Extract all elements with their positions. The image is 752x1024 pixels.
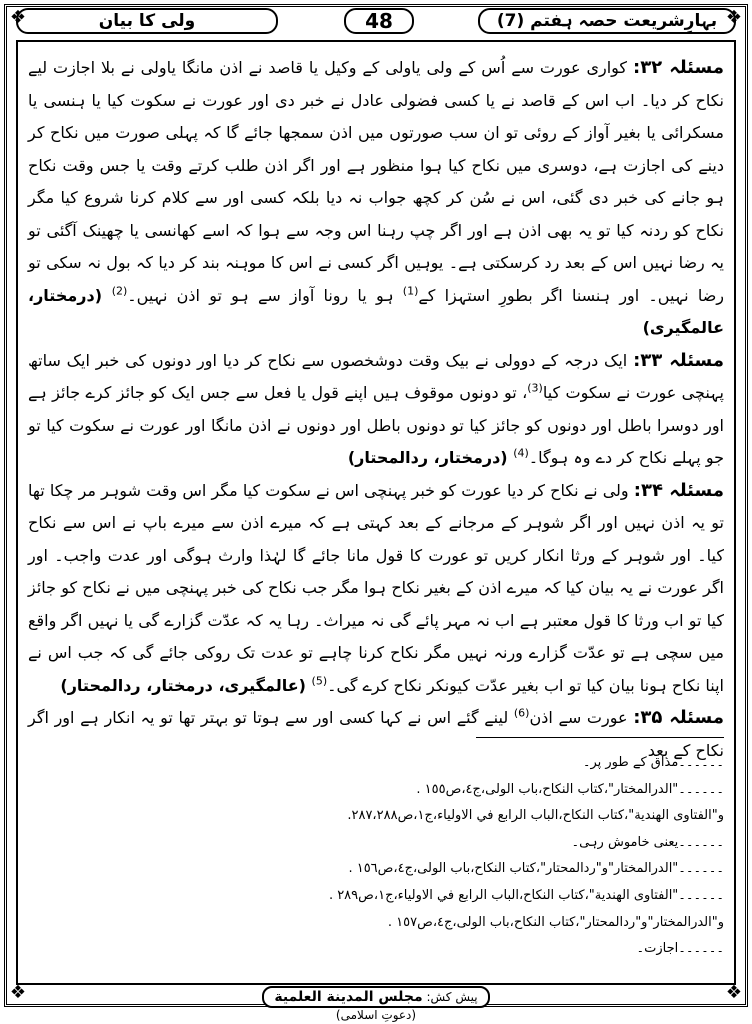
footnote-ref[interactable]: (1) [402, 284, 419, 298]
paragraph-text: ، تو دونوں موقوف ہیں اپنے قول یا فعل سے جس ایک کو جائز کرے جائز ہے اور دوسرا باطل اور دونوں کو جائز کیا تو دونوں باطل اور دونوں نے اذن مانگا اور عورت نے سکوت کیا تو جو پہلے نکاح کر دے وہ ہوگا۔ [28, 383, 724, 467]
masala-33 [28, 345, 724, 475]
footer-prefix: پیش کش: [426, 990, 478, 1004]
page-number: 48 [344, 8, 414, 34]
footnote-line: و"الفتاوی الهندية"،کتاب النکاح،الباب الرابع في الاولياء،ج١،ص٢٨٧،٢٨٨. [347, 808, 724, 824]
footnote-ref[interactable]: (2) [111, 284, 128, 298]
footnote-ref[interactable]: (3) [527, 381, 543, 395]
footnote-ref[interactable]: (6) [513, 706, 530, 720]
footnote-line: ۔۔۔۔۔۔"الدرالمختار"،کتاب النکاح،باب الولی،ج٤،ص١٥٥ . [416, 781, 724, 797]
chapter-title: ولی کا بیان [16, 8, 278, 34]
corner-ornament-icon: ❖ [9, 7, 27, 28]
footnote-line: ۔۔۔۔۔۔مذاق کے طور پر۔ [582, 755, 724, 770]
paragraph-text: ولی نے نکاح کر دیا عورت کو خبر پہنچی اس نے سکوت کیا مگر اس وقت شوہر مر چکا تھا تو یہ اذن نہیں اور اگر شوہر کے مرجانے کے بعد کہتی ہے کہ میرے اذن سے میرے باپ نے اس سے نکاح کیا۔ اور شوہر کے ورثا انکار کریں تو عورت کا قول مانا جائے گا لہٰذا وارث ہوگی اور عدت واجب۔ اور اگر عورت نے یہ بیان کیا کہ میرے اذن کے بغیر نکاح ہوا مگر جب نکاح کی خبر پہنچی میں نے نکاح کو جائز کیا تو اب ورثا کا قول معتبر ہے اب نہ مہر پائے گی نہ میراث۔ رہا یہ کہ عدّت گزارے گی یا نہیں اگر واقع میں سچی ہے تو عدّت گزارے ورنہ نہیں مگر نکاح کرنا چاہے تو عدت تک روکی جائے گی کہ جب اس نے اپنا نکاح ہونا بیان کیا تو اب بغیر عدّت کیونکر نکاح کرے گی۔ [28, 480, 724, 695]
corner-ornament-icon: ❖ [9, 982, 27, 1003]
masala-label: مسئلہ ۳۳: [633, 349, 724, 371]
footnote-ref[interactable]: (4) [513, 446, 529, 460]
masala-34 [28, 475, 724, 703]
paragraph-text: ہو یا رونا آواز سے ہو تو اذن نہیں۔ [127, 285, 403, 305]
footnote-line: و"الدرالمختار"و"ردالمحتار"،کتاب النکاح،باب الولی،ج٤،ص١٥٧ . [387, 914, 724, 930]
masala-label: مسئلہ ۳۵: [633, 707, 724, 728]
publisher-footer [262, 986, 490, 1022]
source-citation: (درمختار، عالمگیری) [28, 285, 724, 337]
corner-ornament-icon: ❖ [725, 7, 743, 28]
page-header [16, 6, 736, 36]
footer-suffix: (دعوتِ اسلامی) [335, 1008, 417, 1022]
masala-label: مسئلہ ۳۲: [632, 57, 724, 78]
main-text [28, 52, 724, 767]
footnote-ref[interactable]: (5) [311, 674, 328, 688]
masala-32 [28, 52, 724, 345]
paragraph-text: کواری عورت سے اُس کے ولی یاولی کے وکیل یا قاصد نے اذن مانگا یاولی نے بلا اجازت لیے نکاح کر دیا۔ اب اس کے قاصد نے یا کسی فضولی عادل نے خبر دی اور عورت نے سکوت کیا یا ہنسی یا مسکرائی یا بغیر آواز کے روئی تو ان سب صورتوں میں اذن سمجھا جائے گا کہ پہلی صورت میں نکاح کر دینے کی اجازت ہے، دوسری میں نکاح کیا ہوا منظور ہے اور اگر اذن طلب کرتے وقت یا جس وقت نکاح ہو جانے کی خبر دی گئی، اس نے سُن کر کچھ جواب نہ دیا بلکہ کسی اور سے کلام کرنا شروع کیا مگر نکاح کو ردنہ کیا تو یہ بھی اذن ہے اور اگر چپ رہنا اس وجہ سے ہوا کہ اسے کھانسی یا چھینک آگئی تو یہ رضا نہیں اس کے بعد رد کرسکتی ہے۔ یوہیں اگر کسی نے اس کا موہنہ بند کر دیا کہ بول نہ سکی تو رضا نہیں۔ اور ہنسنا اگر بطورِ استہزا کے [28, 58, 725, 305]
book-title: بہارِشریعت حصہ ہفتم (7) [478, 8, 736, 34]
masala-label: مسئلہ ۳۴: [633, 479, 724, 501]
corner-ornament-icon: ❖ [725, 982, 743, 1003]
footnotes [40, 750, 724, 963]
footnote-divider [476, 737, 724, 738]
paragraph-text: لینے گئے اس نے کہا کسی اور سے ہوتا تو بہتر تھا تو یہ انکار ہے اور اگر نکاح کے بعد [28, 708, 724, 760]
paragraph-text: ایک درجہ کے دوولی نے بیک وقت دوشخصوں سے نکاح کر دیا اور دونوں کی خبر ایک ساتھ پہنچی عورت نے سکوت کیا [28, 350, 724, 402]
source-citation: (درمختار، ردالمحتار) [347, 448, 514, 467]
paragraph-text: عورت سے اذن [529, 708, 634, 727]
footnote-line: ۔۔۔۔۔۔اجازت۔ [636, 941, 724, 957]
publisher-name: مجلس المدينة العلمية [274, 989, 423, 1005]
footnote-line: ۔۔۔۔۔۔یعنی خاموش رہی۔ [571, 834, 724, 850]
source-citation: (عالمگیری، درمختار، ردالمحتار) [60, 675, 312, 695]
footnote-line: ۔۔۔۔۔۔"الفتاوی الهندية"،کتاب النکاح،الباب الرابع في الاولياء،ج١،ص٢٨٩ . [328, 887, 724, 903]
footnote-line: ۔۔۔۔۔۔"الدرالمختار"و"ردالمحتار"،کتاب النکاح،باب الولی،ج٤،ص١٥٦ . [348, 861, 724, 877]
